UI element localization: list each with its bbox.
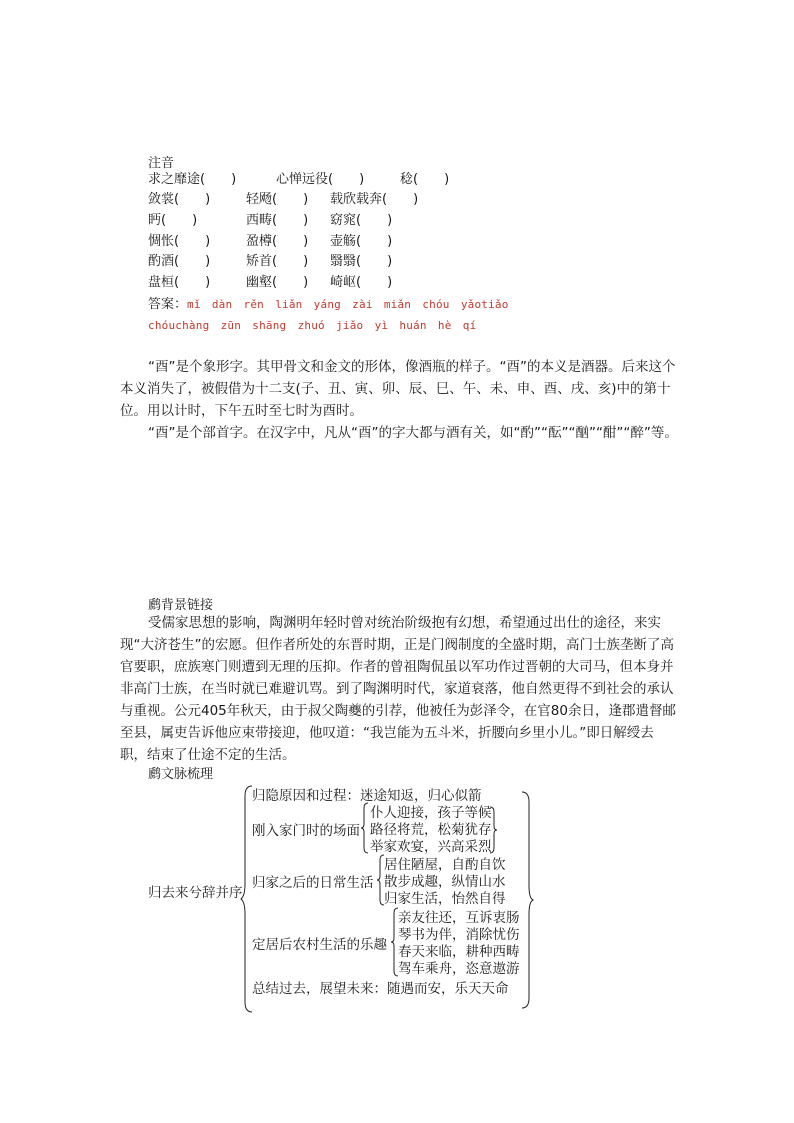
pinyin-item: 壶觞( ) (330, 234, 393, 249)
outline-item: 路径将荒，松菊犹存 (370, 822, 492, 838)
background-section (120, 612, 680, 766)
you-paragraph: “酉”是个象形字。其甲骨文和金文的形体，像酒瓶的样子。“酉”的本义是酒器。后来这个本义消失了，被假借为十二支(子、丑、寅、卯、辰、巳、午、未、申、酉、戌、亥)中的第十位。用以计时，下午五时至七时为酉时。 (120, 359, 676, 419)
outline-item: 春天来临，耕种西畴 (398, 944, 520, 960)
you-character-note (120, 356, 680, 444)
outline-branch: 刚入家门时的场面 (252, 823, 360, 839)
pinyin-item: 幽壑( ) (246, 275, 309, 290)
pinyin-item: 翳翳( ) (330, 254, 393, 269)
outline-right-brace (520, 790, 534, 1010)
outline-item: 亲友往还，互诉衷肠 (398, 910, 520, 926)
pinyin-heading: 注音 (148, 156, 175, 171)
outline-branch: 归隐原因和过程：迷途知返，归心似箭 (252, 788, 482, 804)
background-heading: 䴘背景链接 (148, 598, 214, 613)
pinyin-item: 西畴( ) (246, 213, 309, 228)
outline-item: 琴书为伴，消除忧伤 (398, 927, 520, 943)
outline-branch: 总结过去，展望未来：随遇而安，乐天天命 (252, 981, 509, 997)
outline-item: 散步成趣，纵情山水 (384, 874, 506, 890)
answer-text: chóuchàng zūn shāng zhuó jiǎo yì huán hè qí (148, 319, 477, 332)
outline-item: 举家欢宴，兴高采烈 (370, 839, 492, 855)
pinyin-item: 敛裳( ) (148, 192, 211, 207)
answer-label: 答案： (148, 297, 188, 312)
outline-item: 驾车乘舟，恣意遨游 (398, 961, 520, 977)
answer-row (148, 316, 476, 336)
outline-heading: 䴘文脉梳理 (148, 767, 214, 782)
pinyin-item: 盈樽( ) (246, 234, 309, 249)
pinyin-item: 矫首( ) (246, 254, 309, 269)
outline-item: 居住陋屋，自酌自饮 (384, 857, 506, 873)
pinyin-item: 轻飏( ) (246, 192, 309, 207)
outline-sub-brace (360, 802, 370, 854)
pinyin-item: 崎岖( ) (330, 275, 393, 290)
outline-branch: 定居后农村生活的乐趣 (252, 937, 387, 953)
pinyin-item: 求之靡途( ) (148, 172, 237, 187)
outline-item: 仆人迎接，孩子等候 (370, 805, 492, 821)
pinyin-item: 载欣载奔( ) (330, 192, 419, 207)
outline-item: 归家生活，怡然自得 (384, 891, 506, 907)
pinyin-item: 盘桓( ) (148, 275, 211, 290)
outline-branch: 归家之后的日常生活 (252, 875, 374, 891)
answer-row (148, 295, 509, 315)
pinyin-item: 眄( ) (148, 213, 198, 228)
background-paragraph: 受儒家思想的影响，陶渊明年轻时曾对统治阶级抱有幻想，希望通过出仕的途径，来实现“大济苍生”的宏愿。但作者所处的东晋时期，正是门阀制度的全盛时期，高门士族垄断了高官要职，庶族寒门则遭到无理的压抑。作者的曾祖陶侃虽以军功作过晋朝的大司马，但本身并非高门士族，在当时就已难避讥骂。到了陶渊明时代，家道衰落，他自然更得不到社会的承认与重视。公元405年秋天，由于叔父陶夔的引荐，他被任为彭泽令，在官80余日，逢郡遣督邮至县，属吏告诉他应束带接迎，他叹道：“我岂能为五斗米，折腰向乡里小儿。”即日解绶去职，结束了仕途不定的生活。 (120, 615, 676, 763)
outline-root: 归去来兮辞并序 (148, 885, 243, 901)
pinyin-item: 稔( ) (400, 172, 450, 187)
you-paragraph: “酉”是个部首字。在汉字中，凡从“酉”的字大都与酒有关，如“酌”“酝”“酗”“酣”“醉”等。 (148, 425, 678, 441)
pinyin-item: 窈窕( ) (330, 213, 393, 228)
pinyin-item: 惆怅( ) (148, 234, 211, 249)
answer-text: mǐ dàn rěn liǎn yáng zài miǎn chóu yǎotiǎo (187, 298, 509, 311)
pinyin-item: 酌酒( ) (148, 254, 211, 269)
pinyin-item: 心惮远役( ) (276, 172, 365, 187)
